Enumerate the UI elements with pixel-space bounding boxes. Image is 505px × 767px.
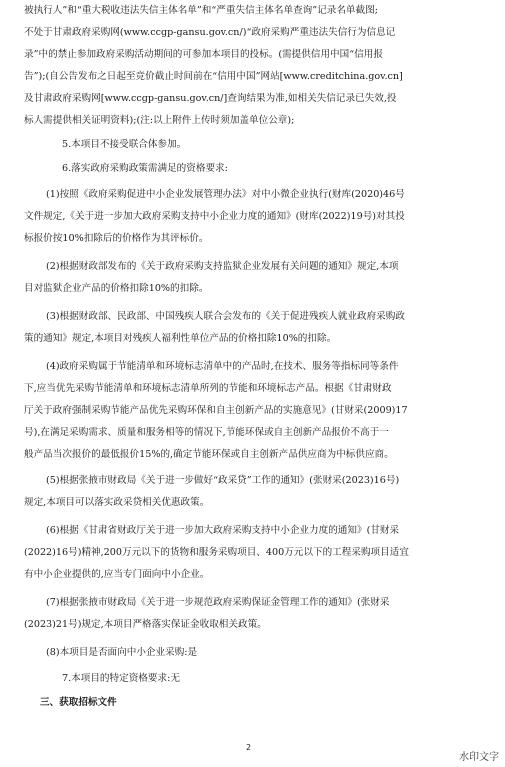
text-line: 目对监狱企业产品的价格扣除10%的扣除。 xyxy=(24,283,209,294)
text-line: (6)根据《甘肃省财政厅关于进一步加大政府采购支持中小企业力度的通知》(甘财采 xyxy=(46,525,400,536)
text-line: 6.落实政府采购政策需满足的资格要求: xyxy=(62,163,228,174)
text-line: 录”中的禁止参加政府采购活动期间的可参加本项目的投标。(需提供信用中国“信用报 xyxy=(24,49,383,60)
text-line: 号),在满足采购需求、质量和服务相等的情况下,节能环保或自主创新产品报价不高于一 xyxy=(24,427,389,438)
text-line: 标人需提供相关证明资料);(注:以上附件上传时须加盖单位公章); xyxy=(24,115,295,126)
text-line: 规定,本项目可以落实政采贷相关优惠政策。 xyxy=(24,497,210,508)
text-line: (5)根据张掖市财政局《关于进一步做好“政采贷”工作的通知》(张财采(2023)16号) xyxy=(46,475,400,486)
text-line: (2023)21号)规定,本项目严格落实保证金收取相关政策。 xyxy=(24,619,267,630)
text-line: (4)政府采购属于节能清单和环境标志清单中的产品时,在技术、服务等指标同等条件 xyxy=(46,361,399,372)
text-line: 7.本项目的特定资格要求:无 xyxy=(62,673,180,684)
text-line: (2)根据财政部发布的《关于政府采购支持监狱企业发展有关问题的通知》规定,本项 xyxy=(46,261,399,272)
text-line: 被执行人”和“重大税收违法失信主体名单”和“严重失信主体名单查询”记录名单截图; xyxy=(24,5,378,16)
text-line: 文件规定,《关于进一步加大政府采购支持中小企业力度的通知》(财库(2022)19号)对其投 xyxy=(24,211,405,222)
section-heading: 三、获取招标文件 xyxy=(40,697,117,708)
text-line: 5.本项目不接受联合体参加。 xyxy=(62,139,187,150)
text-line: 不处于甘肃政府采购网(www.ccgp-gansu.gov.cn/)“政府采购严重违法失信行为信息记 xyxy=(24,27,396,38)
watermark-text: 水印文字 xyxy=(459,752,499,763)
text-line: 厅关于政府强制采购节能产品优先采购环保和自主创新产品的实施意见》(甘财采(2009)17 xyxy=(24,405,408,416)
text-line: (2022)16号)精神,200万元以下的货物和服务采购项目、400万元以下的工程采购项目适宜 xyxy=(24,547,409,558)
text-line: (7)根据张掖市财政局《关于进一步规范政府采购保证金管理工作的通知》(张财采 xyxy=(46,597,390,608)
text-line: (3)根据财政部、民政部、中国残疾人联合会发布的《关于促进残疾人就业政府采购政 xyxy=(46,311,405,322)
text-line: 有中小企业提供的,应当专门面向中小企业。 xyxy=(24,569,210,580)
text-line: 告”);(自公告发布之日起至竞价截止时间前在“信用中国”网站[www.creditchina.gov.cn] xyxy=(24,71,403,82)
text-line: 下,应当优先采购节能清单和环境标志清单所列的节能和环境标志产品。根据《甘肃财政 xyxy=(24,383,392,394)
text-line: 标报价按10%扣除后的价格作为其评标价。 xyxy=(24,233,209,244)
text-line: 及甘肃政府采购网[www.ccgp-gansu.gov.cn/]查询结果为准,如相关失信记录已失效,投 xyxy=(24,93,397,104)
text-line: 般产品当次报价的最低报价15%的,确定节能环保或自主创新产品供应商为中标供应商。 xyxy=(24,449,394,460)
text-line: 策的通知》规定,本项目对残疾人福利性单位产品的价格扣除10%的扣除。 xyxy=(24,333,337,344)
text-line: (1)按照《政府采购促进中小企业发展管理办法》对中小微企业执行(财库(2020)46号 xyxy=(46,189,405,200)
page-number: 2 xyxy=(246,743,252,752)
text-line: (8)本项目是否面向中小企业采购:是 xyxy=(46,647,198,658)
